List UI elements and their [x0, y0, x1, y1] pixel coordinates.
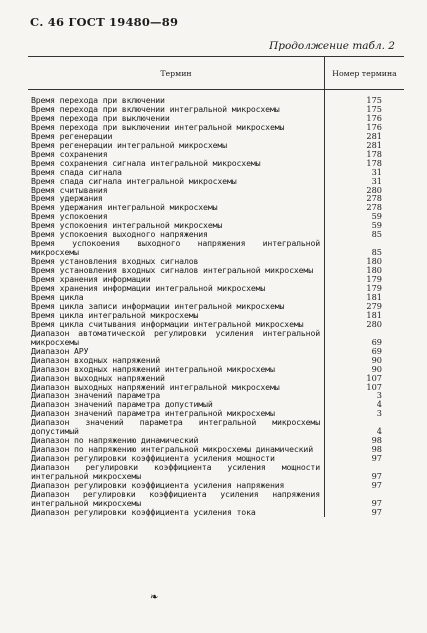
term-cell: Время успокоения выходного напряжения	[28, 230, 325, 239]
table-row	[28, 508, 404, 517]
term-number-cell: 179	[366, 274, 382, 285]
term-cell: Диапазон автоматической регулировки усиления интегральной микросхемы	[28, 329, 325, 347]
term-cell: Время установления входных сигналов интегральной микросхемы	[28, 266, 325, 275]
term-number-cell: 279	[366, 300, 382, 311]
table-row	[28, 239, 404, 257]
table-row	[28, 284, 404, 293]
term-cell: Время цикла считывания информации интегральной микросхемы	[28, 320, 325, 329]
term-number-cell: 175	[366, 103, 382, 114]
table-continuation-label: Продолжение табл. 2	[269, 40, 395, 52]
page-title: С. 46 ГОСТ 19480—89	[30, 15, 179, 29]
term-number-cell: 85	[371, 229, 382, 240]
term-cell: Время регенерации интегральной микросхемы	[28, 141, 325, 150]
term-cell: Диапазон значений параметра	[28, 391, 325, 400]
term-number-cell: 175	[366, 95, 382, 105]
term-cell: Диапазон значений параметра допустимый	[28, 400, 325, 409]
term-cell: Время хранения информации интегральной микросхемы	[28, 284, 325, 293]
term-number-cell: 31	[371, 175, 382, 186]
term-cell: Время перехода при включении интегральной микросхемы	[28, 105, 325, 114]
term-cell: Диапазон по напряжению интегральной микросхемы динамический	[28, 445, 325, 454]
term-cell: Диапазон регулировки коэффициента усиления тока	[28, 508, 325, 517]
term-cell: Диапазон входных напряжений	[28, 356, 325, 365]
term-cell: Диапазон входных напряжений интегральной микросхемы	[28, 365, 325, 374]
term-cell: Время удержания	[28, 194, 325, 203]
term-cell: Время перехода при выключении	[28, 114, 325, 123]
term-cell: Диапазон значений параметра интегральной микросхемы допустимый	[28, 418, 325, 436]
term-number-cell: 178	[366, 148, 382, 159]
term-number-cell: 59	[371, 220, 382, 231]
term-number-cell: 69	[371, 336, 382, 347]
term-number-cell: 90	[371, 354, 382, 365]
term-number-cell: 97	[371, 479, 382, 490]
term-cell: Время установления входных сигналов	[28, 257, 325, 266]
term-number-cell: 179	[366, 283, 382, 294]
terms-table	[28, 56, 404, 517]
term-cell: Время регенерации	[28, 132, 325, 141]
term-cell: Диапазон значений параметра интегральной микросхемы	[28, 409, 325, 418]
table-row	[28, 418, 404, 436]
term-number-cell: 97	[371, 506, 382, 517]
table-row	[28, 490, 404, 508]
term-cell: Диапазон выходных напряжений	[28, 374, 325, 383]
column-header-term: Термин	[28, 57, 325, 90]
term-number-cell: 176	[366, 121, 382, 132]
term-number-cell: 280	[366, 318, 382, 329]
term-number-cell: 3	[376, 408, 382, 419]
term-cell: Диапазон регулировки коэффициента усиления напряжения	[28, 481, 325, 490]
term-number-cell: 181	[366, 309, 382, 320]
term-cell: Время успокоения выходного напряжения интегральной микросхемы	[28, 239, 325, 257]
term-cell: Время перехода при включении	[28, 96, 325, 105]
term-number-cell: 278	[366, 193, 382, 204]
term-cell: Время цикла	[28, 293, 325, 302]
term-number-cell: 178	[366, 157, 382, 168]
term-cell: Время удержания интегральной микросхемы	[28, 203, 325, 212]
term-cell: Время сохранения	[28, 150, 325, 159]
term-cell: Время сохранения сигнала интегральной микросхемы	[28, 159, 325, 168]
column-header-number: Номер термина	[325, 57, 405, 90]
term-cell: Время цикла записи информации интегральной микросхемы	[28, 302, 325, 311]
table-header-row	[28, 57, 404, 90]
term-number-cell: 176	[366, 112, 382, 123]
term-cell: Время спада сигнала интегральной микросхемы	[28, 177, 325, 186]
term-cell: Время считывания	[28, 186, 325, 195]
term-number-cell: 97	[371, 453, 382, 464]
term-cell: Время цикла интегральной микросхемы	[28, 311, 325, 320]
term-cell: Диапазон АРУ	[28, 347, 325, 356]
term-number-cell: 69	[371, 345, 382, 356]
term-number-cell: 107	[366, 372, 382, 383]
term-number-cell: 180	[366, 265, 382, 276]
page-mark: ❧	[150, 592, 159, 603]
term-number-cell: 181	[366, 291, 382, 302]
term-number-cell: 97	[371, 497, 382, 508]
term-number-cell: 98	[371, 435, 382, 446]
term-number-cell: 278	[366, 202, 382, 213]
term-cell: Диапазон по напряжению динамический	[28, 436, 325, 445]
term-cell: Диапазон регулировки коэффициента усиления мощности	[28, 454, 325, 463]
term-cell: Время успокоения интегральной микросхемы	[28, 221, 325, 230]
term-number-cell: 281	[366, 130, 382, 141]
term-cell: Время перехода при выключении интегральной микросхемы	[28, 123, 325, 132]
term-number-cell: 3	[376, 390, 382, 401]
term-cell: Диапазон выходных напряжений интегральной микросхемы	[28, 383, 325, 392]
term-number-cell: 59	[371, 211, 382, 222]
term-number-cell: 180	[366, 256, 382, 267]
table-row	[28, 329, 404, 347]
terms-table-body	[28, 90, 404, 517]
term-cell: Диапазон регулировки коэффициента усиления мощности интегральной микросхемы	[28, 463, 325, 481]
term-number-cell: 280	[366, 184, 382, 195]
term-cell: Время успокоения	[28, 212, 325, 221]
term-number-cell: 281	[366, 139, 382, 150]
term-number-cell: 97	[371, 471, 382, 482]
term-number-cell: 4	[376, 399, 382, 410]
term-number-cell: 107	[366, 381, 382, 392]
term-number-cell: 31	[371, 166, 382, 177]
term-cell: Диапазон регулировки коэффициента усиления напряжения интегральной микросхемы	[28, 490, 325, 508]
table-row	[28, 463, 404, 481]
term-cell: Время спада сигнала	[28, 168, 325, 177]
term-number-cell: 85	[371, 247, 382, 258]
term-cell: Время хранения информации	[28, 275, 325, 284]
term-number-cell: 90	[371, 363, 382, 374]
term-number-cell: 98	[371, 444, 382, 455]
term-number-cell: 4	[376, 426, 382, 437]
